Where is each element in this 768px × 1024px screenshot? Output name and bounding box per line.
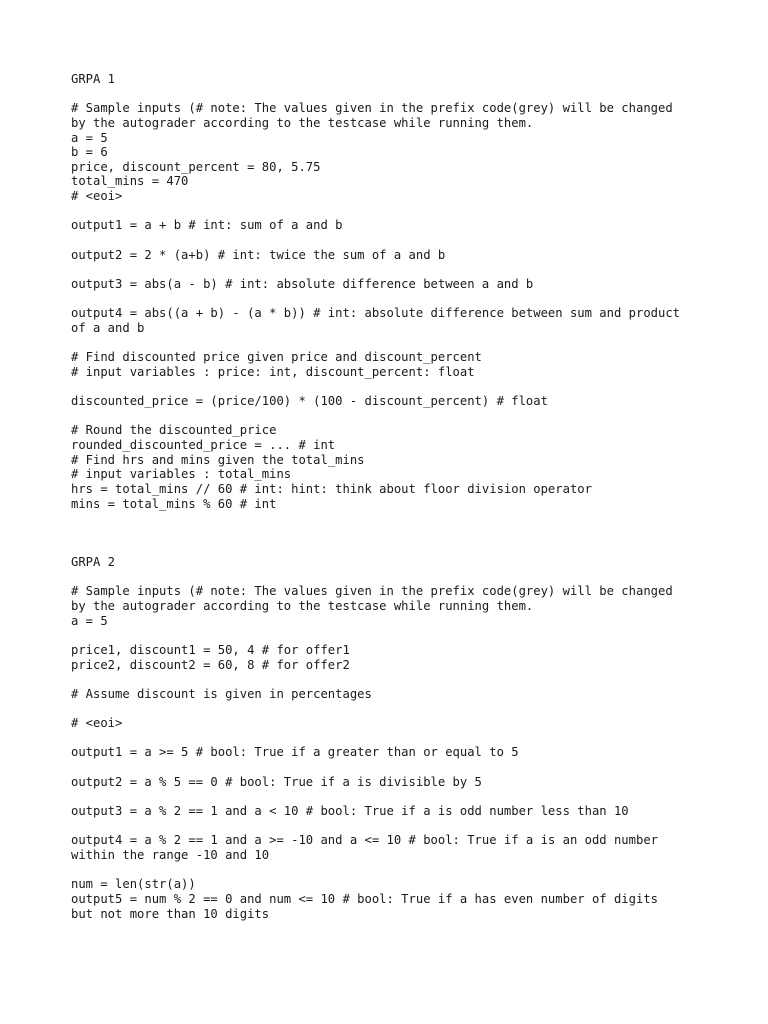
code-line: GRPA 2	[71, 555, 116, 570]
code-line: price1, discount1 = 50, 4 # for offer1	[71, 642, 350, 657]
code-line: # Assume discount is given in percentages	[71, 686, 372, 701]
code-line: of a and b	[71, 320, 145, 335]
code-line: output1 = a >= 5 # bool: True if a greater than or equal to 5	[71, 745, 519, 760]
code-line: # input variables : price: int, discount_percent: float	[71, 364, 475, 379]
code-line: a = 5	[71, 130, 108, 145]
blank-line	[71, 628, 711, 643]
code-text	[71, 72, 711, 921]
blank-line	[71, 789, 711, 804]
blank-line	[71, 336, 711, 351]
code-line: total_mins = 470	[71, 174, 189, 189]
code-line: # <eoi>	[71, 189, 123, 204]
code-line: # Round the discounted_price	[71, 423, 277, 438]
code-line: price2, discount2 = 60, 8 # for offer2	[71, 657, 350, 672]
blank-line	[71, 511, 711, 526]
code-line: output2 = 2 * (a+b) # int: twice the sum of a and b	[71, 247, 446, 262]
code-line: hrs = total_mins // 60 # int: hint: think about floor division operator	[71, 481, 592, 496]
code-line: price, discount_percent = 80, 5.75	[71, 159, 321, 174]
code-line: # <eoi>	[71, 716, 123, 731]
code-line: num = len(str(a))	[71, 877, 196, 892]
code-line: # Sample inputs (# note: The values given in the prefix code(grey) will be changed	[71, 101, 673, 116]
blank-line	[71, 672, 711, 687]
code-line: by the autograder according to the testcase while running them.	[71, 599, 534, 614]
blank-line	[71, 87, 711, 102]
blank-line	[71, 379, 711, 394]
code-line: # Sample inputs (# note: The values given in the prefix code(grey) will be changed	[71, 584, 673, 599]
code-line: b = 6	[71, 145, 108, 160]
blank-line	[71, 819, 711, 834]
blank-line	[71, 541, 711, 556]
code-line: GRPA 1	[71, 72, 116, 86]
code-line: # Find discounted price given price and discount_percent	[71, 350, 482, 365]
blank-line	[71, 570, 711, 585]
code-line: a = 5	[71, 613, 108, 628]
blank-line	[71, 702, 711, 717]
code-line: # Find hrs and mins given the total_mins	[71, 452, 365, 467]
code-line: within the range -10 and 10	[71, 847, 270, 862]
code-line: output2 = a % 5 == 0 # bool: True if a is divisible by 5	[71, 774, 482, 789]
code-line: mins = total_mins % 60 # int	[71, 496, 277, 511]
code-line: output4 = abs((a + b) - (a * b)) # int: absolute difference between sum and product	[71, 306, 681, 321]
blank-line	[71, 262, 711, 277]
code-line: output3 = abs(a - b) # int: absolute difference between a and b	[71, 276, 534, 291]
code-line: rounded_discounted_price = ... # int	[71, 438, 336, 453]
blank-line	[71, 526, 711, 541]
blank-line	[71, 731, 711, 746]
code-line: discounted_price = (price/100) * (100 - discount_percent) # float	[71, 394, 548, 409]
blank-line	[71, 233, 711, 248]
code-line: output3 = a % 2 == 1 and a < 10 # bool: True if a is odd number less than 10	[71, 804, 629, 819]
code-line: output5 = num % 2 == 0 and num <= 10 # bool: True if a has even number of digits	[71, 891, 658, 906]
code-line: by the autograder according to the testcase while running them.	[71, 115, 534, 130]
blank-line	[71, 760, 711, 775]
code-line: # input variables : total_mins	[71, 467, 292, 482]
blank-line	[71, 863, 711, 878]
code-line: output4 = a % 2 == 1 and a >= -10 and a <= 10 # bool: True if a is an odd number	[71, 833, 658, 848]
code-line: but not more than 10 digits	[71, 906, 270, 921]
blank-line	[71, 204, 711, 219]
blank-line	[71, 409, 711, 424]
blank-line	[71, 292, 711, 307]
code-line: output1 = a + b # int: sum of a and b	[71, 218, 343, 233]
